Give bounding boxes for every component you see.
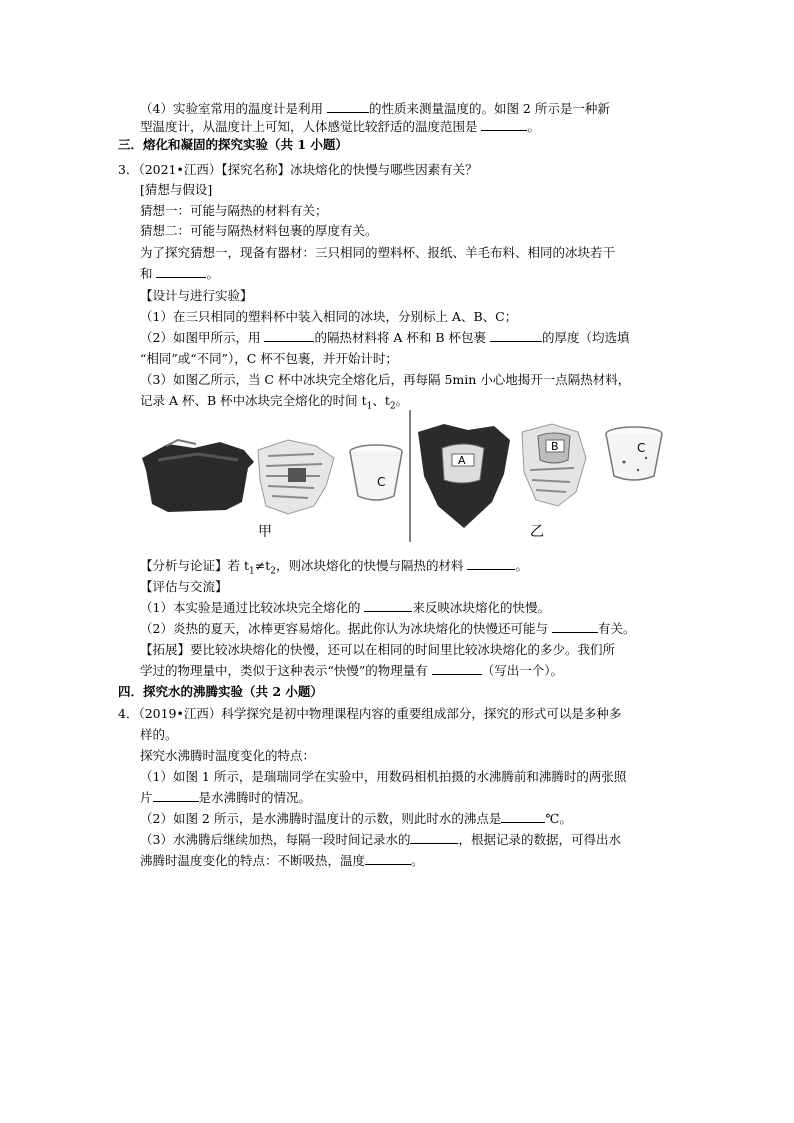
subscript: 1 — [249, 566, 255, 577]
text: （2）如图甲所示，用 — [140, 330, 265, 345]
text: （3）水沸腾后继续加热，每隔一段时间记录水的 — [140, 832, 411, 847]
q2-line-1 — [140, 100, 610, 118]
section-heading: 三．熔化和凝固的探究实验（共 1 小题） — [118, 137, 348, 152]
text: 的隔热材料将 A 杯和 B 杯包裹 — [314, 330, 491, 345]
plain-cup-c-jia — [350, 445, 402, 500]
text: 。 — [206, 266, 219, 281]
subscript: 1 — [366, 401, 373, 412]
answer-blank[interactable] — [432, 662, 482, 675]
text: （2）如图 2 所示，是水沸腾时温度计的示数，则此时水的沸点是 — [140, 811, 502, 826]
q4-step-3-line-1 — [140, 831, 621, 849]
text: 学过的物理量中，类似于这种表示“快慢”的物理量有 — [140, 663, 432, 678]
answer-blank[interactable] — [467, 557, 515, 570]
q4-step-1-line-1: （1）如图 1 所示，是瑞瑞同学在实验中，用数码相机拍摄的水沸腾前和沸腾时的两张照 — [140, 769, 627, 784]
extension-line-1: 【拓展】要比较冰块熔化的快慢，还可以在相同的时间里比较冰块熔化的多少。我们所 — [140, 642, 616, 657]
step-2-line-2: “相同”或“不同”），C 杯不包裹，并开始计时； — [140, 351, 398, 366]
analysis-line — [140, 557, 528, 581]
hypothesis-heading: [猜想与假设] — [140, 182, 213, 197]
q4-step-2 — [140, 810, 572, 828]
text: 有关。 — [597, 621, 636, 636]
plain-cup-c-yi — [606, 427, 662, 480]
text: 的厚度（均选填 — [542, 330, 630, 345]
q4-line-3: 探究水沸腾时温度变化的特点： — [140, 748, 316, 763]
answer-blank[interactable] — [327, 100, 369, 113]
step-1: （1）在三只相同的塑料杯中装入相同的冰块，分别标上 A、B、C； — [140, 309, 518, 324]
extension-line-2 — [140, 662, 563, 680]
text: 。 — [395, 393, 409, 408]
q4-line-2: 样的。 — [140, 727, 178, 742]
cup-c-label: C — [637, 441, 646, 455]
text: （写出一个）。 — [481, 663, 564, 678]
evaluation-2 — [140, 620, 635, 638]
text: 、t — [372, 393, 390, 408]
answer-blank[interactable] — [365, 852, 411, 865]
q2-line-2 — [140, 118, 540, 136]
figure-label-jia: 甲 — [258, 524, 272, 540]
q4-step-3-line-2 — [140, 852, 424, 870]
figure-label-yi: 乙 — [530, 524, 544, 540]
evaluation-heading: 【评估与交流】 — [140, 579, 228, 594]
prep-line-1: 为了探究猜想一，现备有器材：三只相同的塑料杯、报纸、羊毛布料、相同的冰块若干 — [140, 245, 616, 260]
answer-blank[interactable] — [501, 810, 545, 823]
text: ℃。 — [545, 811, 572, 826]
answer-blank[interactable] — [264, 329, 314, 342]
text: 的性质来测量温度的。如图 2 所示是一种新 — [368, 101, 610, 116]
q4-step-1-line-2 — [140, 789, 311, 807]
text: （2）炎热的夏天，冰棒更容易熔化。据此你认为冰块熔化的快慢还可能与 — [140, 621, 552, 636]
text: ，根据记录的数据，可得出水 — [458, 832, 621, 847]
section-heading: 四．探究水的沸腾实验（共 2 小题） — [118, 684, 323, 699]
cup-b-label: B — [551, 440, 559, 453]
answer-blank[interactable] — [156, 265, 206, 278]
step-2-line-1 — [140, 329, 630, 347]
text: 来反映冰块熔化的快慢。 — [412, 600, 550, 615]
cup-a-label: A — [458, 454, 466, 467]
question-title: 3．（2021•江西）【探究名称】冰块熔化的快慢与哪些因素有关？ — [118, 162, 478, 177]
answer-blank[interactable] — [153, 789, 199, 802]
step-3-line-1: （3）如图乙所示，当 C 杯中冰块完全熔化后，再每隔 5min 小心地揭开一点隔热材料， — [140, 372, 631, 387]
text: （4）实验室常用的温度计是利用 — [140, 101, 327, 116]
answer-blank[interactable] — [490, 329, 542, 342]
hypothesis-1: 猜想一：可能与隔热的材料有关； — [140, 203, 328, 218]
cup-c-label: C — [377, 475, 386, 489]
answer-blank[interactable] — [410, 831, 458, 844]
experiment-figure — [138, 410, 670, 542]
text: 。 — [527, 119, 540, 134]
hypothesis-2: 猜想二：可能与隔热材料包裹的厚度有关。 — [140, 223, 378, 238]
text: （1）本实验是通过比较冰块完全熔化的 — [140, 600, 365, 615]
text: 。 — [515, 558, 528, 573]
wrapped-cup-a-jia — [142, 440, 254, 512]
text: 型温度计，从温度计上可知，人体感觉比较舒适的温度范围是 — [140, 119, 482, 134]
opened-cup-a-yi — [418, 424, 510, 528]
question-title: 4．（2019•江西）科学探究是初中物理课程内容的重要组成部分，探究的形式可以是多种多 — [118, 706, 622, 721]
text: 片 — [140, 790, 153, 805]
subscript: 2 — [389, 401, 396, 412]
text: 。 — [411, 853, 424, 868]
prep-line-2 — [140, 265, 219, 283]
text: 是水沸腾时的情况。 — [198, 790, 312, 805]
wrapped-cup-b-jia — [258, 440, 334, 514]
text: ，则冰块熔化的快慢与隔热的材料 — [275, 558, 468, 573]
text: 和 — [140, 266, 157, 281]
answer-blank[interactable] — [552, 620, 598, 633]
opened-cup-b-yi — [522, 424, 586, 506]
subscript: 2 — [270, 566, 276, 577]
text: 【分析与论证】若 t — [140, 558, 249, 573]
text: 沸腾时温度变化的特点：不断吸热，温度 — [140, 853, 366, 868]
design-heading: 【设计与进行实验】 — [140, 288, 253, 303]
text: ≠t — [254, 558, 271, 573]
evaluation-1 — [140, 599, 550, 617]
answer-blank[interactable] — [481, 118, 527, 131]
answer-blank[interactable] — [364, 599, 412, 612]
text: 记录 A 杯、B 杯中冰块完全熔化的时间 t — [140, 393, 367, 408]
